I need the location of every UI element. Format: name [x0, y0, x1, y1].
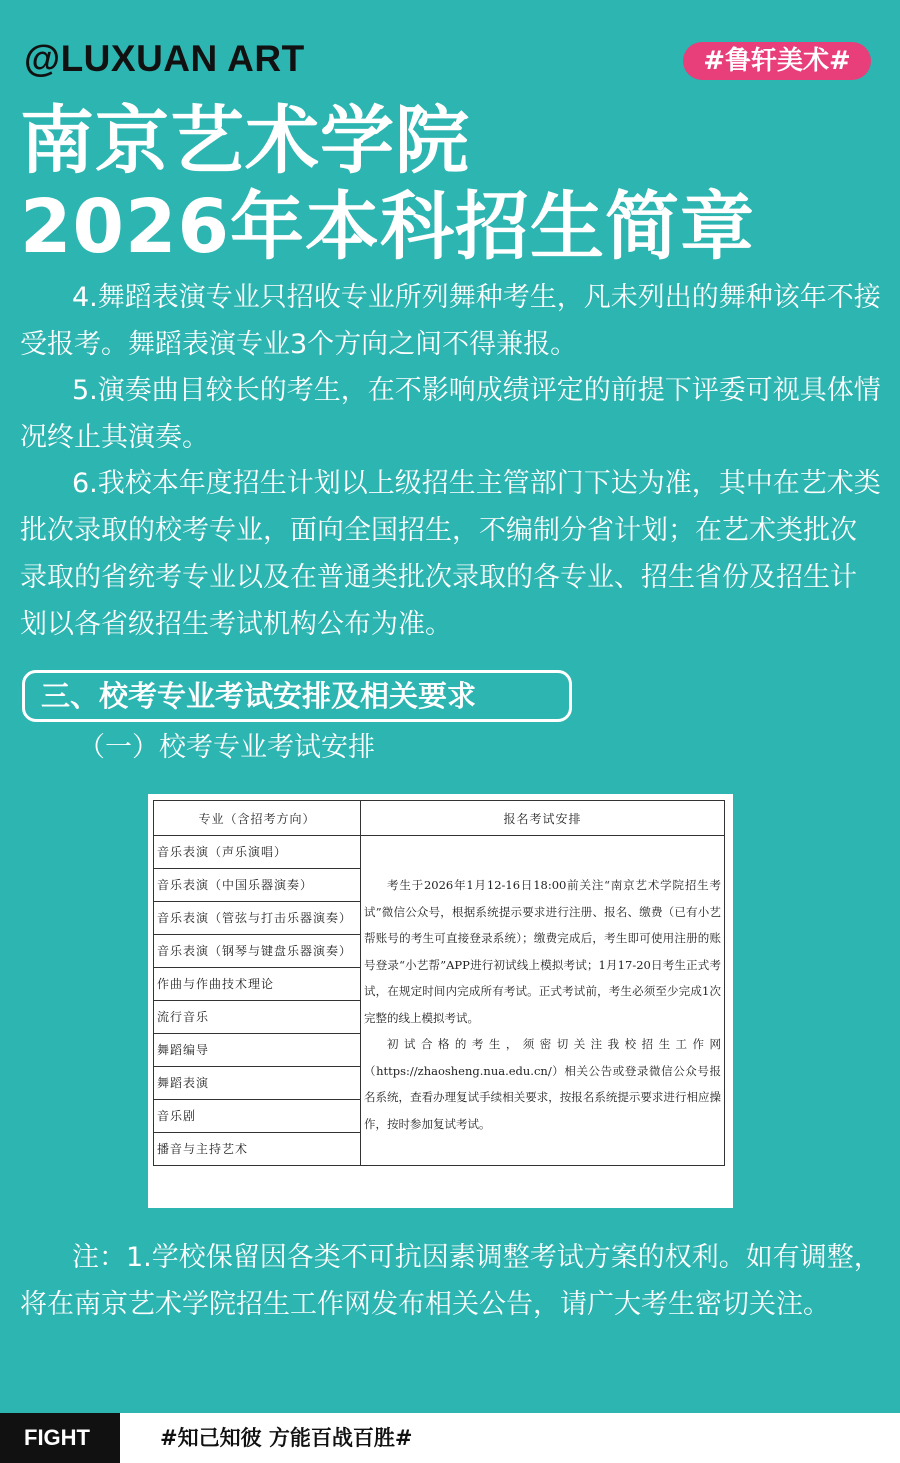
- paragraph-4-text: 4.舞蹈表演专业只招收专业所列舞种考生，凡未列出的舞种该年不接受报考。舞蹈表演专业3个方向之间不得兼报。: [20, 282, 881, 360]
- arrangement-cell: [361, 836, 725, 1166]
- exam-schedule-document: [148, 794, 733, 1208]
- major-cell: 音乐剧: [154, 1100, 361, 1133]
- page-title: [20, 98, 755, 270]
- paragraph-4: [20, 274, 882, 368]
- major-cell: 音乐表演（中国乐器演奏）: [154, 869, 361, 902]
- major-cell: 舞蹈表演: [154, 1067, 361, 1100]
- brand-label: @LUXUAN ART: [24, 38, 305, 79]
- major-cell: 流行音乐: [154, 1001, 361, 1034]
- arrangement-paragraph-2: 初试合格的考生，须密切关注我校招生工作网（https://zhaosheng.nua.edu.cn/）相关公告或登录微信公众号报名系统，查看办理复试手续相关要求，按报名系统提示要求进行相应操作，按时参加复试考试。: [364, 1037, 721, 1131]
- section-heading: 三、校考专业考试安排及相关要求: [22, 670, 572, 722]
- paragraph-5-text: 5.演奏曲目较长的考生，在不影响成绩评定的前提下评委可视具体情况终止其演奏。: [20, 375, 881, 453]
- title-line-2: 2026年本科招生简章: [20, 184, 755, 270]
- arrangement-paragraph-1: 考生于2026年1月12-16日18:00前关注“南京艺术学院招生考试”微信公众号，根据系统提示要求进行注册、报名、缴费（已有小艺帮账号的考生可直接登录系统）；缴费完成后，考生即可使用注册的账号登录“小艺帮”APP进行初试线上模拟考试；1月17-20日考生正式考试，在规定时间内完成所有考试。正式考试前，考生必须至少完成1次完整的线上模拟考试。: [364, 878, 721, 1025]
- major-cell: 作曲与作曲技术理论: [154, 968, 361, 1001]
- paragraph-6-text: 6.我校本年度招生计划以上级招生主管部门下达为准，其中在艺术类批次录取的校考专业，面向全国招生，不编制分省计划；在艺术类批次录取的省统考专业以及在普通类批次录取的各专业、招生省份及招生计划以各省级招生考试机构公布为准。: [20, 468, 881, 640]
- major-cell: 音乐表演（声乐演唱）: [154, 836, 361, 869]
- hashtag-badge: #鲁轩美术#: [683, 42, 871, 80]
- note-text: 注：1.学校保留因各类不可抗因素调整考试方案的权利。如有调整，将在南京艺术学院招生工作网发布相关公告，请广大考生密切关注。: [20, 1242, 881, 1320]
- footer-fight-label: FIGHT: [0, 1413, 120, 1463]
- major-cell: 舞蹈编导: [154, 1034, 361, 1067]
- major-cell: 音乐表演（管弦与打击乐器演奏）: [154, 902, 361, 935]
- section-subheading: （一）校考专业考试安排: [78, 732, 375, 763]
- footer-slogan: #知己知彼 方能百战百胜#: [160, 1426, 413, 1450]
- paragraph-5: [20, 367, 882, 461]
- column-header-major: 专业（含招考方向）: [154, 801, 361, 836]
- note-paragraph: [20, 1234, 882, 1328]
- paragraph-6: [20, 460, 882, 648]
- column-header-arrangement: 报名考试安排: [361, 801, 725, 836]
- title-line-1: 南京艺术学院: [20, 98, 470, 184]
- table-row: [154, 836, 725, 869]
- footer-bar: [0, 1413, 900, 1463]
- major-cell: 播音与主持艺术: [154, 1133, 361, 1166]
- exam-schedule-table: [153, 800, 725, 1166]
- major-cell: 音乐表演（钢琴与键盘乐器演奏）: [154, 935, 361, 968]
- table-header-row: [154, 801, 725, 836]
